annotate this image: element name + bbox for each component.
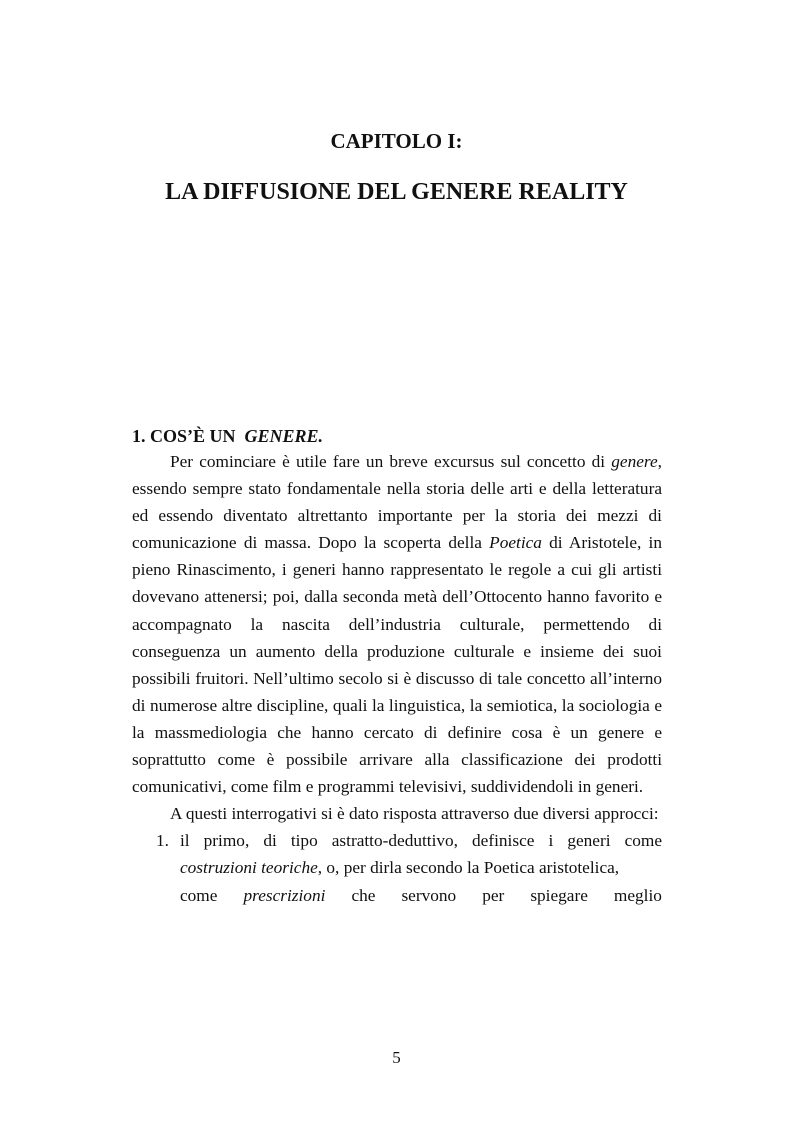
paragraph [132, 448, 662, 800]
chapter-title: LA DIFFUSIONE DEL GENERE REALITY [165, 179, 628, 205]
paragraph-text: A questi interrogativi si è dato risposta attraverso due diversi approcci: [170, 804, 659, 824]
emphasis-text: costruzioni teoriche [180, 858, 318, 878]
list-item-number: 1. [156, 831, 169, 851]
emphasis-text: Poetica [489, 533, 542, 553]
numbered-list [132, 827, 662, 908]
emphasis-word: prescrizioni [243, 885, 326, 905]
list-item-text: il primo, di tipo astratto-deduttivo, definisce i generi come [180, 831, 662, 851]
paragraph-text: , essendo sempre stato fondamentale nella storia delle arti e della letteratura ed essendo diventato altrettanto importante per la storia dei mezzi di comunicazione di massa. Dopo la scoperta della [132, 452, 662, 553]
list-item [156, 827, 662, 908]
list-item-text: , o, per dirla secondo la Poetica aristotelica, [317, 858, 620, 878]
emphasis-text: genere [611, 452, 658, 471]
word: per [482, 885, 505, 905]
section-heading [132, 424, 662, 448]
list-item-last-line [180, 882, 662, 909]
body-text [132, 448, 662, 909]
page-number: 5 [392, 1048, 401, 1067]
paragraph-text: di Aristotele, in pieno Rinascimento, i generi hanno rappresentato le regole a cui gli artisti dovevano attenersi; poi, dalla seconda metà dell’Ottocento hanno favorito e accompagnato la nascita dell’industria culturale, permettendo di conseguenza un aumento della produzione culturale e insieme dei suoi possibili fruitori. Nell’ultimo secolo si è discusso di tale concetto all’interno di numerose altre discipline, quali la linguistica, la semiotica, la sociologia e la massmediologia che hanno cercato di definire cosa è un genere e soprattutto come è possibile arrivare alla classificazione dei prodotti comunicativi, come film e programmi televisivi, suddividendoli in generi. [132, 533, 662, 797]
paragraph [132, 800, 662, 827]
word: meglio [613, 885, 662, 905]
word: servono [401, 885, 457, 905]
paragraph-text: Per cominciare è utile fare un breve excursus sul concetto di [170, 452, 606, 471]
chapter-label: CAPITOLO I: [330, 129, 463, 153]
section-title: GENERE. [244, 426, 324, 446]
word: spiegare [530, 885, 588, 905]
word: che [351, 885, 376, 905]
section-number: 1. COS’È UN [132, 426, 236, 446]
word: come [180, 885, 218, 905]
